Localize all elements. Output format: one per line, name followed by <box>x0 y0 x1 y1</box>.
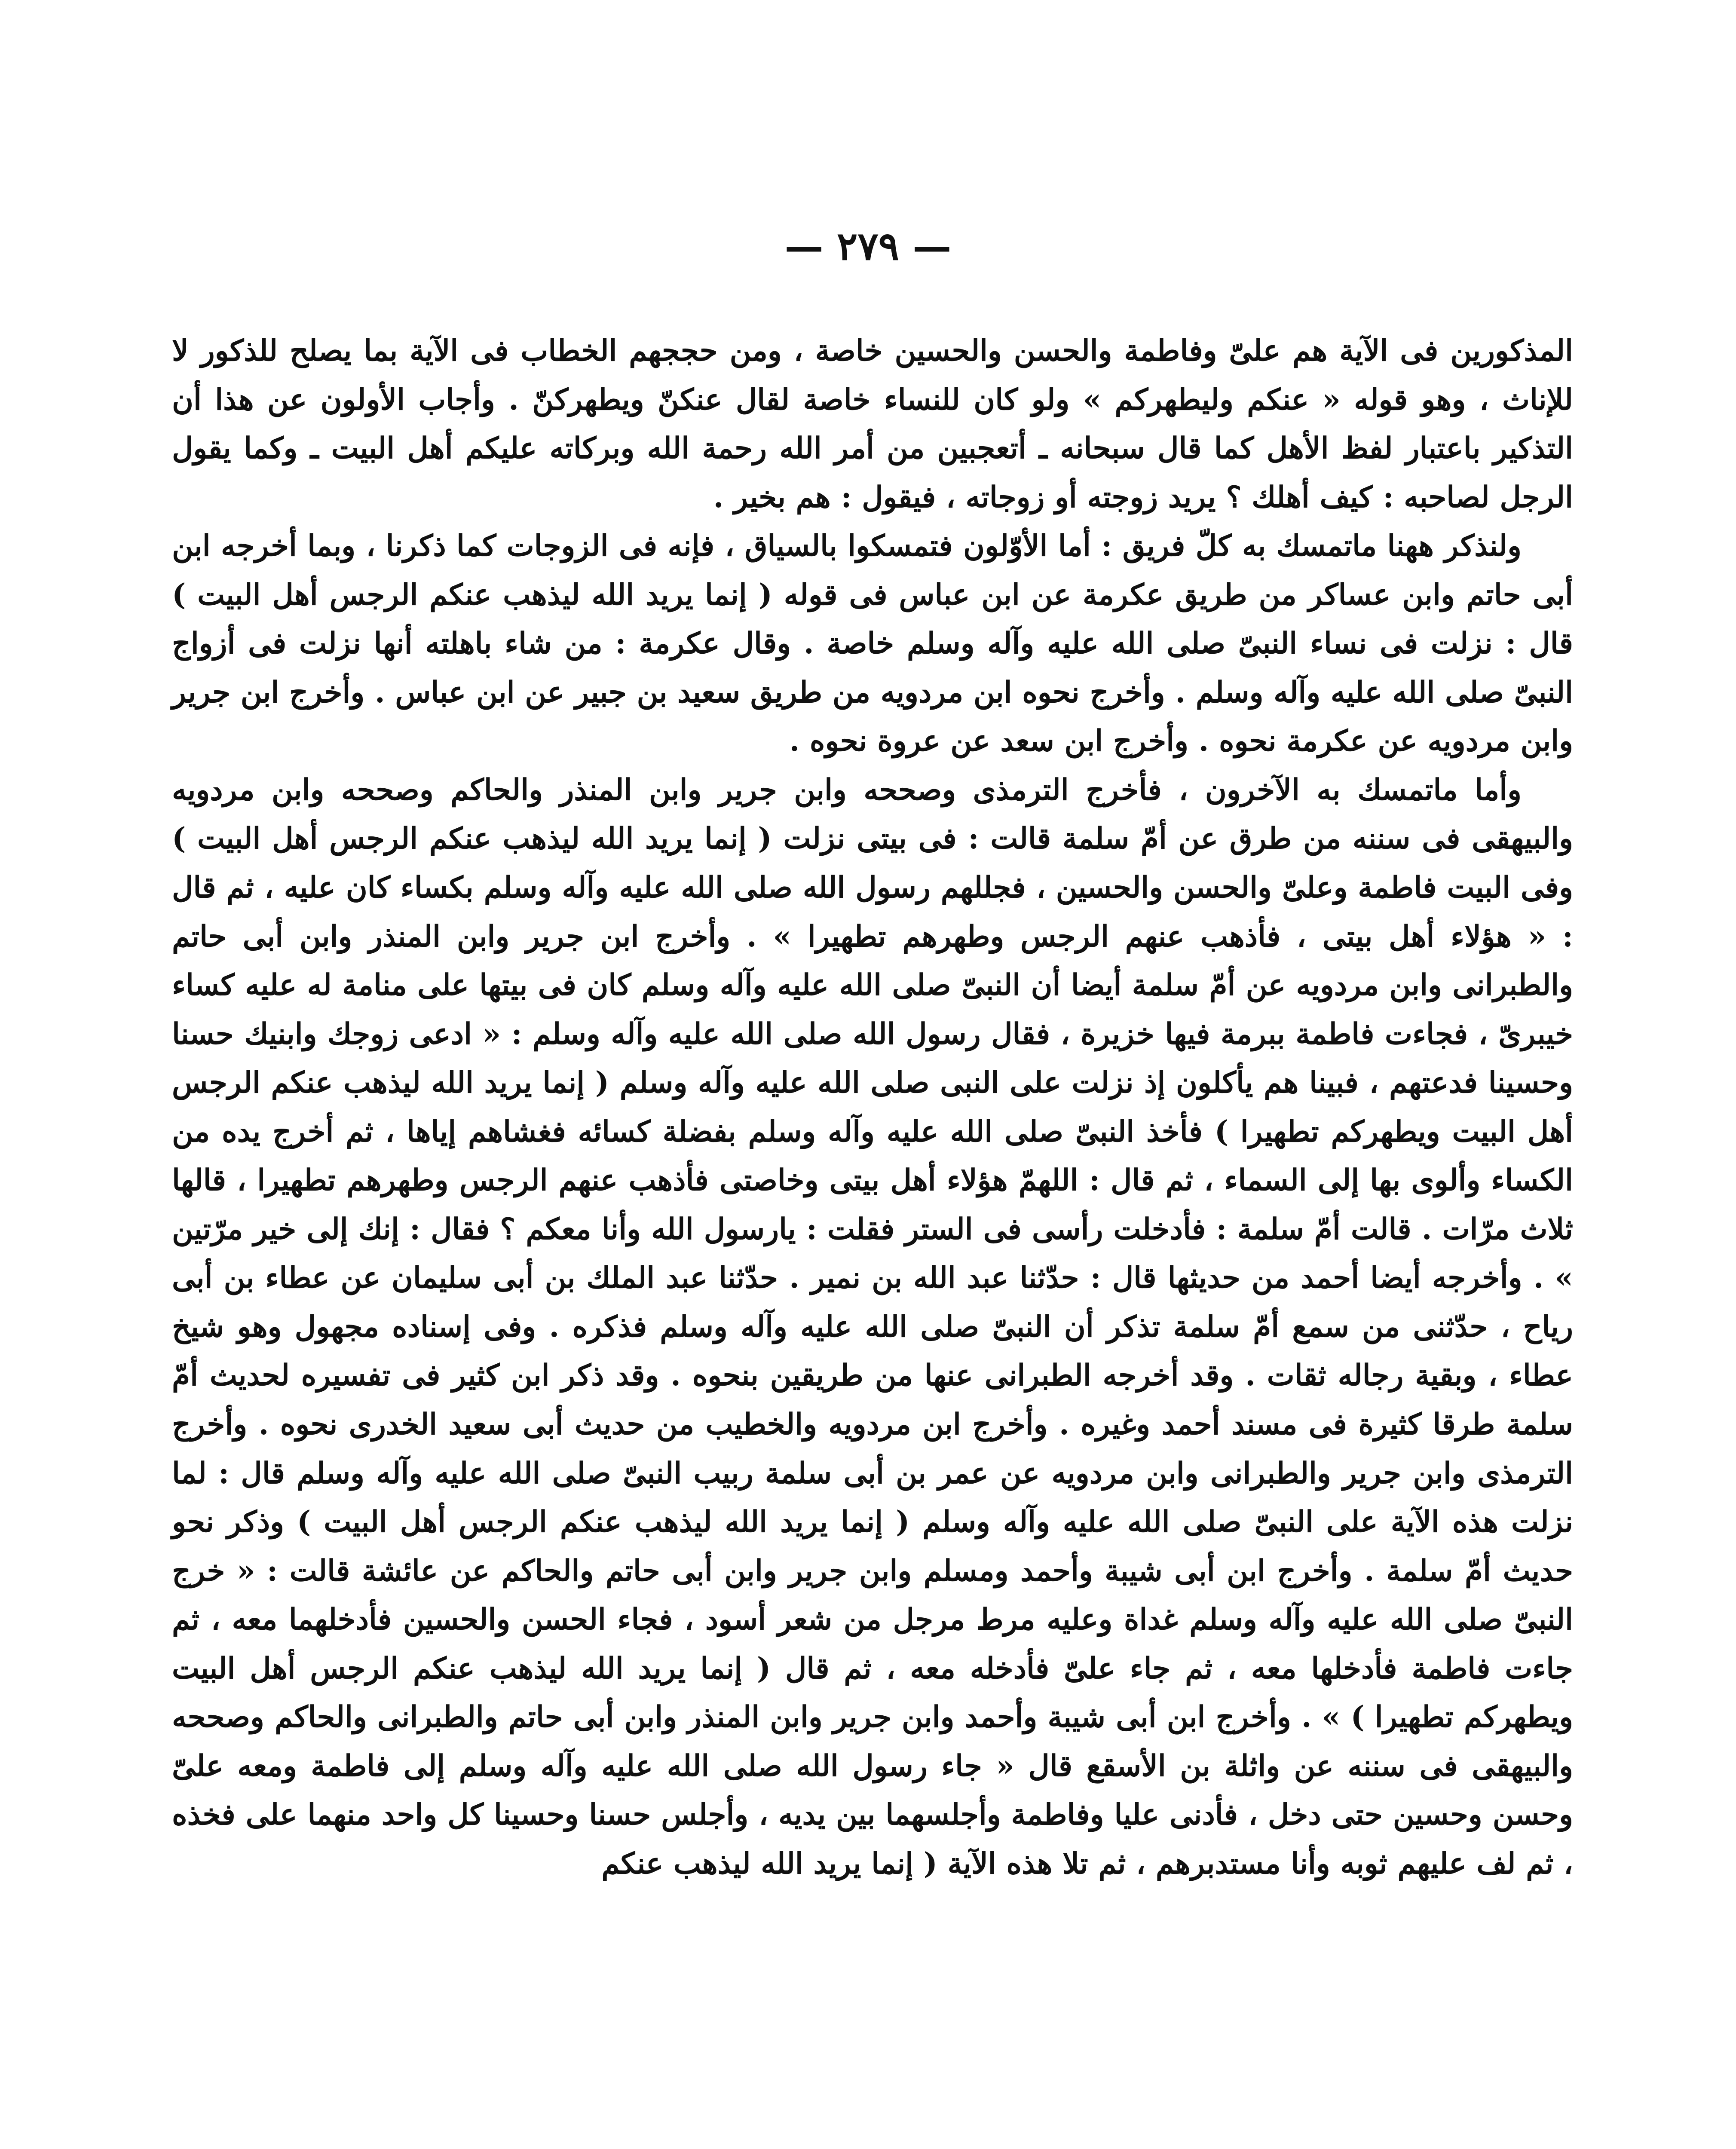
page-number: — ٢٧٩ — <box>784 223 952 269</box>
body-text <box>172 327 1573 1889</box>
paragraph: المذكورين فى الآية هم علىّ وفاطمة والحسن والحسين خاصة ، ومن حججهم الخطاب فى الآية بما يصلح للذكور لا للإناث ، وهو قوله « عنكم وليطهركم » ولو كان للنساء خاصة لقال عنكنّ ويطهركنّ . وأجاب الأولون عن هذا أن التذكير باعتبار لفظ الأهل كما قال سبحانه ـ أتعجبين من أمر الله رحمة الله وبركاته عليكم أهل البيت ـ وكما يقول الرجل لصاحبه : كيف أهلك ؟ يريد زوجته أو زوجاته ، فيقول : هم بخير . <box>172 334 1573 514</box>
paragraph: وأما ماتمسك به الآخرون ، فأخرج الترمذى وصححه وابن جرير وابن المنذر والحاكم وصححه وابن مردويه والبيهقى فى سننه من طرق عن أمّ سلمة قالت : فى بيتى نزلت ( إنما يريد الله ليذهب عنكم الرجس أهل البيت ) وفى البيت فاطمة وعلىّ والحسن والحسين ، فجللهم رسول الله صلى الله عليه وآله وسلم بكساء كان عليه ، ثم قال : « هؤلاء أهل بيتى ، فأذهب عنهم الرجس وطهرهم تطهيرا » . وأخرج ابن جرير وابن المنذر وابن أبى حاتم والطبرانى وابن مردويه عن أمّ سلمة أيضا أن النبىّ صلى الله عليه وآله وسلم كان فى بيتها على منامة له عليه كساء خيبرىّ ، فجاءت فاطمة ببرمة فيها خزيرة ، فقال رسول الله صلى الله عليه وآله وسلم : « ادعى زوجك وابنيك حسنا وحسينا فدعتهم ، فبينا هم يأكلون إذ نزلت على النبى صلى الله عليه وآله وسلم ( إنما يريد الله ليذهب عنكم الرجس أهل البيت ويطهركم تطهيرا ) فأخذ النبىّ صلى الله عليه وآله وسلم بفضلة كسائه فغشاهم إياها ، ثم أخرج يده من الكساء وألوى بها إلى السماء ، ثم قال : اللهمّ هؤلاء أهل بيتى وخاصتى فأذهب عنهم الرجس وطهرهم تطهيرا ، قالها ثلاث مرّات . قالت أمّ سلمة : فأدخلت رأسى فى الستر فقلت : يارسول الله وأنا معكم ؟ فقال : إنك إلى خير مرّتين » . وأخرجه أيضا أحمد من حديثها قال : حدّثنا عبد الله بن نمير . حدّثنا عبد الملك بن أبى سليمان عن عطاء بن أبى رياح ، حدّثنى من سمع أمّ سلمة تذكر أن النبىّ صلى الله عليه وآله وسلم فذكره . وفى إسناده مجهول وهو شيخ عطاء ، وبقية رجاله ثقات . وقد أخرجه الطبرانى عنها من طريقين بنحوه . وقد ذكر ابن كثير فى تفسيره لحديث أمّ سلمة طرقا كثيرة فى مسند أحمد وغيره . وأخرج ابن مردويه والخطيب من حديث أبى سعيد الخدرى نحوه . وأخرج الترمذى وابن جرير والطبرانى وابن مردويه عن عمر بن أبى سلمة ربيب النبىّ صلى الله عليه وآله وسلم قال : لما نزلت هذه الآية على النبىّ صلى الله عليه وآله وسلم ( إنما يريد الله ليذهب عنكم الرجس أهل البيت ) وذكر نحو حديث أمّ سلمة . وأخرج ابن أبى شيبة وأحمد ومسلم وابن جرير وابن أبى حاتم والحاكم عن عائشة قالت : « خرج النبىّ صلى الله عليه وآله وسلم غداة وعليه مرط مرجل من شعر أسود ، فجاء الحسن والحسين فأدخلهما معه ، ثم جاءت فاطمة فأدخلها معه ، ثم جاء علىّ فأدخله معه ، ثم قال ( إنما يريد الله ليذهب عنكم الرجس أهل البيت ويطهركم تطهيرا ) » . وأخرج ابن أبى شيبة وأحمد وابن جرير وابن المنذر وابن أبى حاتم والطبرانى والحاكم وصححه والبيهقى فى سننه عن واثلة بن الأسقع قال « جاء رسول الله صلى الله عليه وآله وسلم إلى فاطمة ومعه علىّ وحسن وحسين حتى دخل ، فأدنى عليا وفاطمة وأجلسهما بين يديه ، وأجلس حسنا وحسينا كل واحد منهما على فخذه ، ثم لف عليهم ثوبه وأنا مستدبرهم ، ثم تلا هذه الآية ( إنما يريد الله ليذهب عنكم <box>172 772 1574 1881</box>
paragraph: ولنذكر ههنا ماتمسك به كلّ فريق : أما الأوّلون فتمسكوا بالسياق ، فإنه فى الزوجات كما ذكرنا ، وبما أخرجه ابن أبى حاتم وابن عساكر من طريق عكرمة عن ابن عباس فى قوله ( إنما يريد الله ليذهب عنكم الرجس أهل البيت ) قال : نزلت فى نساء النبىّ صلى الله عليه وآله وسلم خاصة . وقال عكرمة : من شاء باهلته أنها نزلت فى أزواج النبىّ صلى الله عليه وآله وسلم . وأخرج نحوه ابن مردويه من طريق سعيد بن جبير عن ابن عباس . وأخرج ابن جرير وابن مردويه عن عكرمة نحوه . وأخرج ابن سعد عن عروة نحوه . <box>172 529 1573 759</box>
